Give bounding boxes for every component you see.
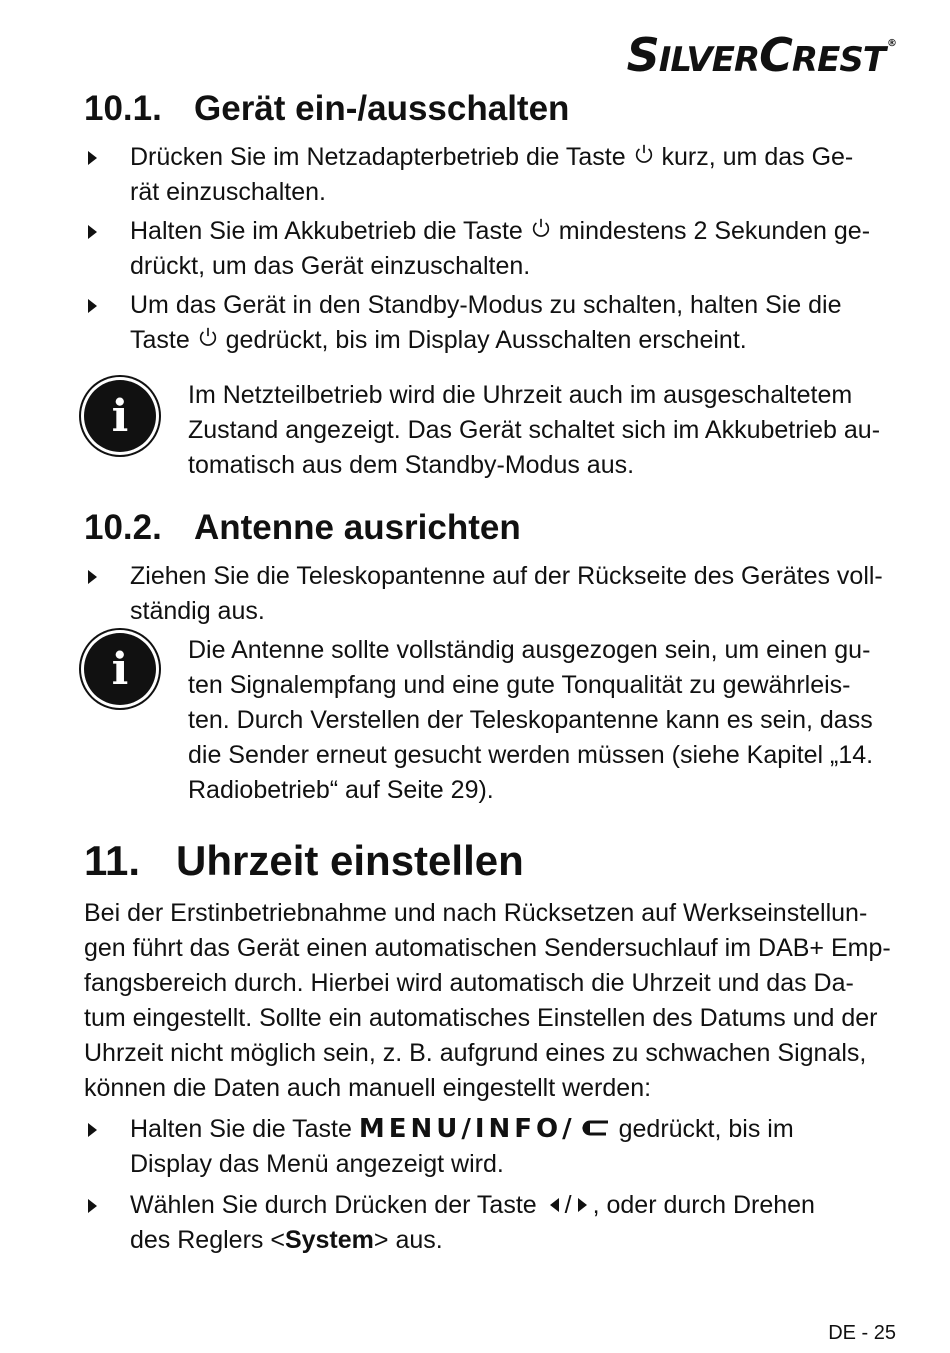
info-note: i Im Netzteilbetrieb wird die Uhrzeit auch im ausgeschaltetem Zustand angezeigt. Das Gerät schaltet sich im Akkubetrieb au- tomatisch aus dem Standby-Modus aus. (84, 378, 899, 483)
page-number: DE - 25 (828, 1322, 896, 1344)
section-heading-10-1: 10.1. Gerät ein-/ausschalten (84, 89, 570, 128)
section-heading-10-2: 10.2. Antenne ausrichten (84, 508, 521, 547)
right-arrow-icon (578, 1198, 587, 1212)
power-icon (197, 325, 219, 349)
list-item: Um das Gerät in den Standby-Modus zu schalten, halten Sie die Taste gedrückt, bis im Display Ausschalten erscheint. (84, 288, 899, 358)
info-icon: i (84, 633, 156, 705)
back-arrow-icon (576, 1117, 612, 1139)
intro-paragraph: Bei der Erstinbetriebnahme und nach Rücksetzen auf Werkseinstellun- gen führt das Gerät einen automatischen Sendersuchlauf im DAB+ Emp- fangsbereich durch. Hierbei wird automatisch die Uhrzeit und das Da- tum eingestellt. Sollte ein automatisches Einstellen des Datums und der Uhrzeit nicht möglich sein, z. B. aufgrund eines zu schwachen Signals, können die Daten auch manuell eingestellt werden: (84, 899, 891, 1103)
power-icon (633, 142, 655, 166)
list-item: Drücken Sie im Netzadapterbetrieb die Taste kurz, um das Ge- rät einzuschalten. (84, 140, 899, 210)
menu-info-key: MENU/INFO/ (358, 1114, 576, 1145)
page-content (84, 88, 899, 1258)
left-arrow-icon (550, 1198, 559, 1212)
system-label: System (284, 1226, 374, 1255)
section-heading-11: 11. Uhrzeit einstellen (84, 837, 524, 884)
info-icon: i (84, 380, 156, 452)
list-item: Ziehen Sie die Teleskopantenne auf der Rückseite des Gerätes voll- ständig aus. (84, 559, 899, 629)
list-item: Halten Sie die Taste MENU/INFO/ gedrückt, bis im Display das Menü angezeigt wird. (84, 1112, 899, 1182)
list-item: Wählen Sie durch Drücken der Taste / , oder durch Drehen des Reglers <System> aus. (84, 1188, 899, 1258)
brand-logo: SILVERCREST ® (626, 28, 896, 82)
power-icon (530, 216, 552, 240)
info-note: i Die Antenne sollte vollständig ausgezogen sein, um einen gu- ten Signalempfang und eine gute Tonqualität zu gewährleis- ten. Durch Verstellen der Teleskopantenne kann es sein, dass die Sender erneut gesucht werden müssen (siehe Kapitel „14. Radiobetrieb“ auf Seite 29). (84, 633, 899, 808)
list-item: Halten Sie im Akkubetrieb die Taste mindestens 2 Sekunden ge- drückt, um das Gerät einzuschalten. (84, 214, 899, 284)
